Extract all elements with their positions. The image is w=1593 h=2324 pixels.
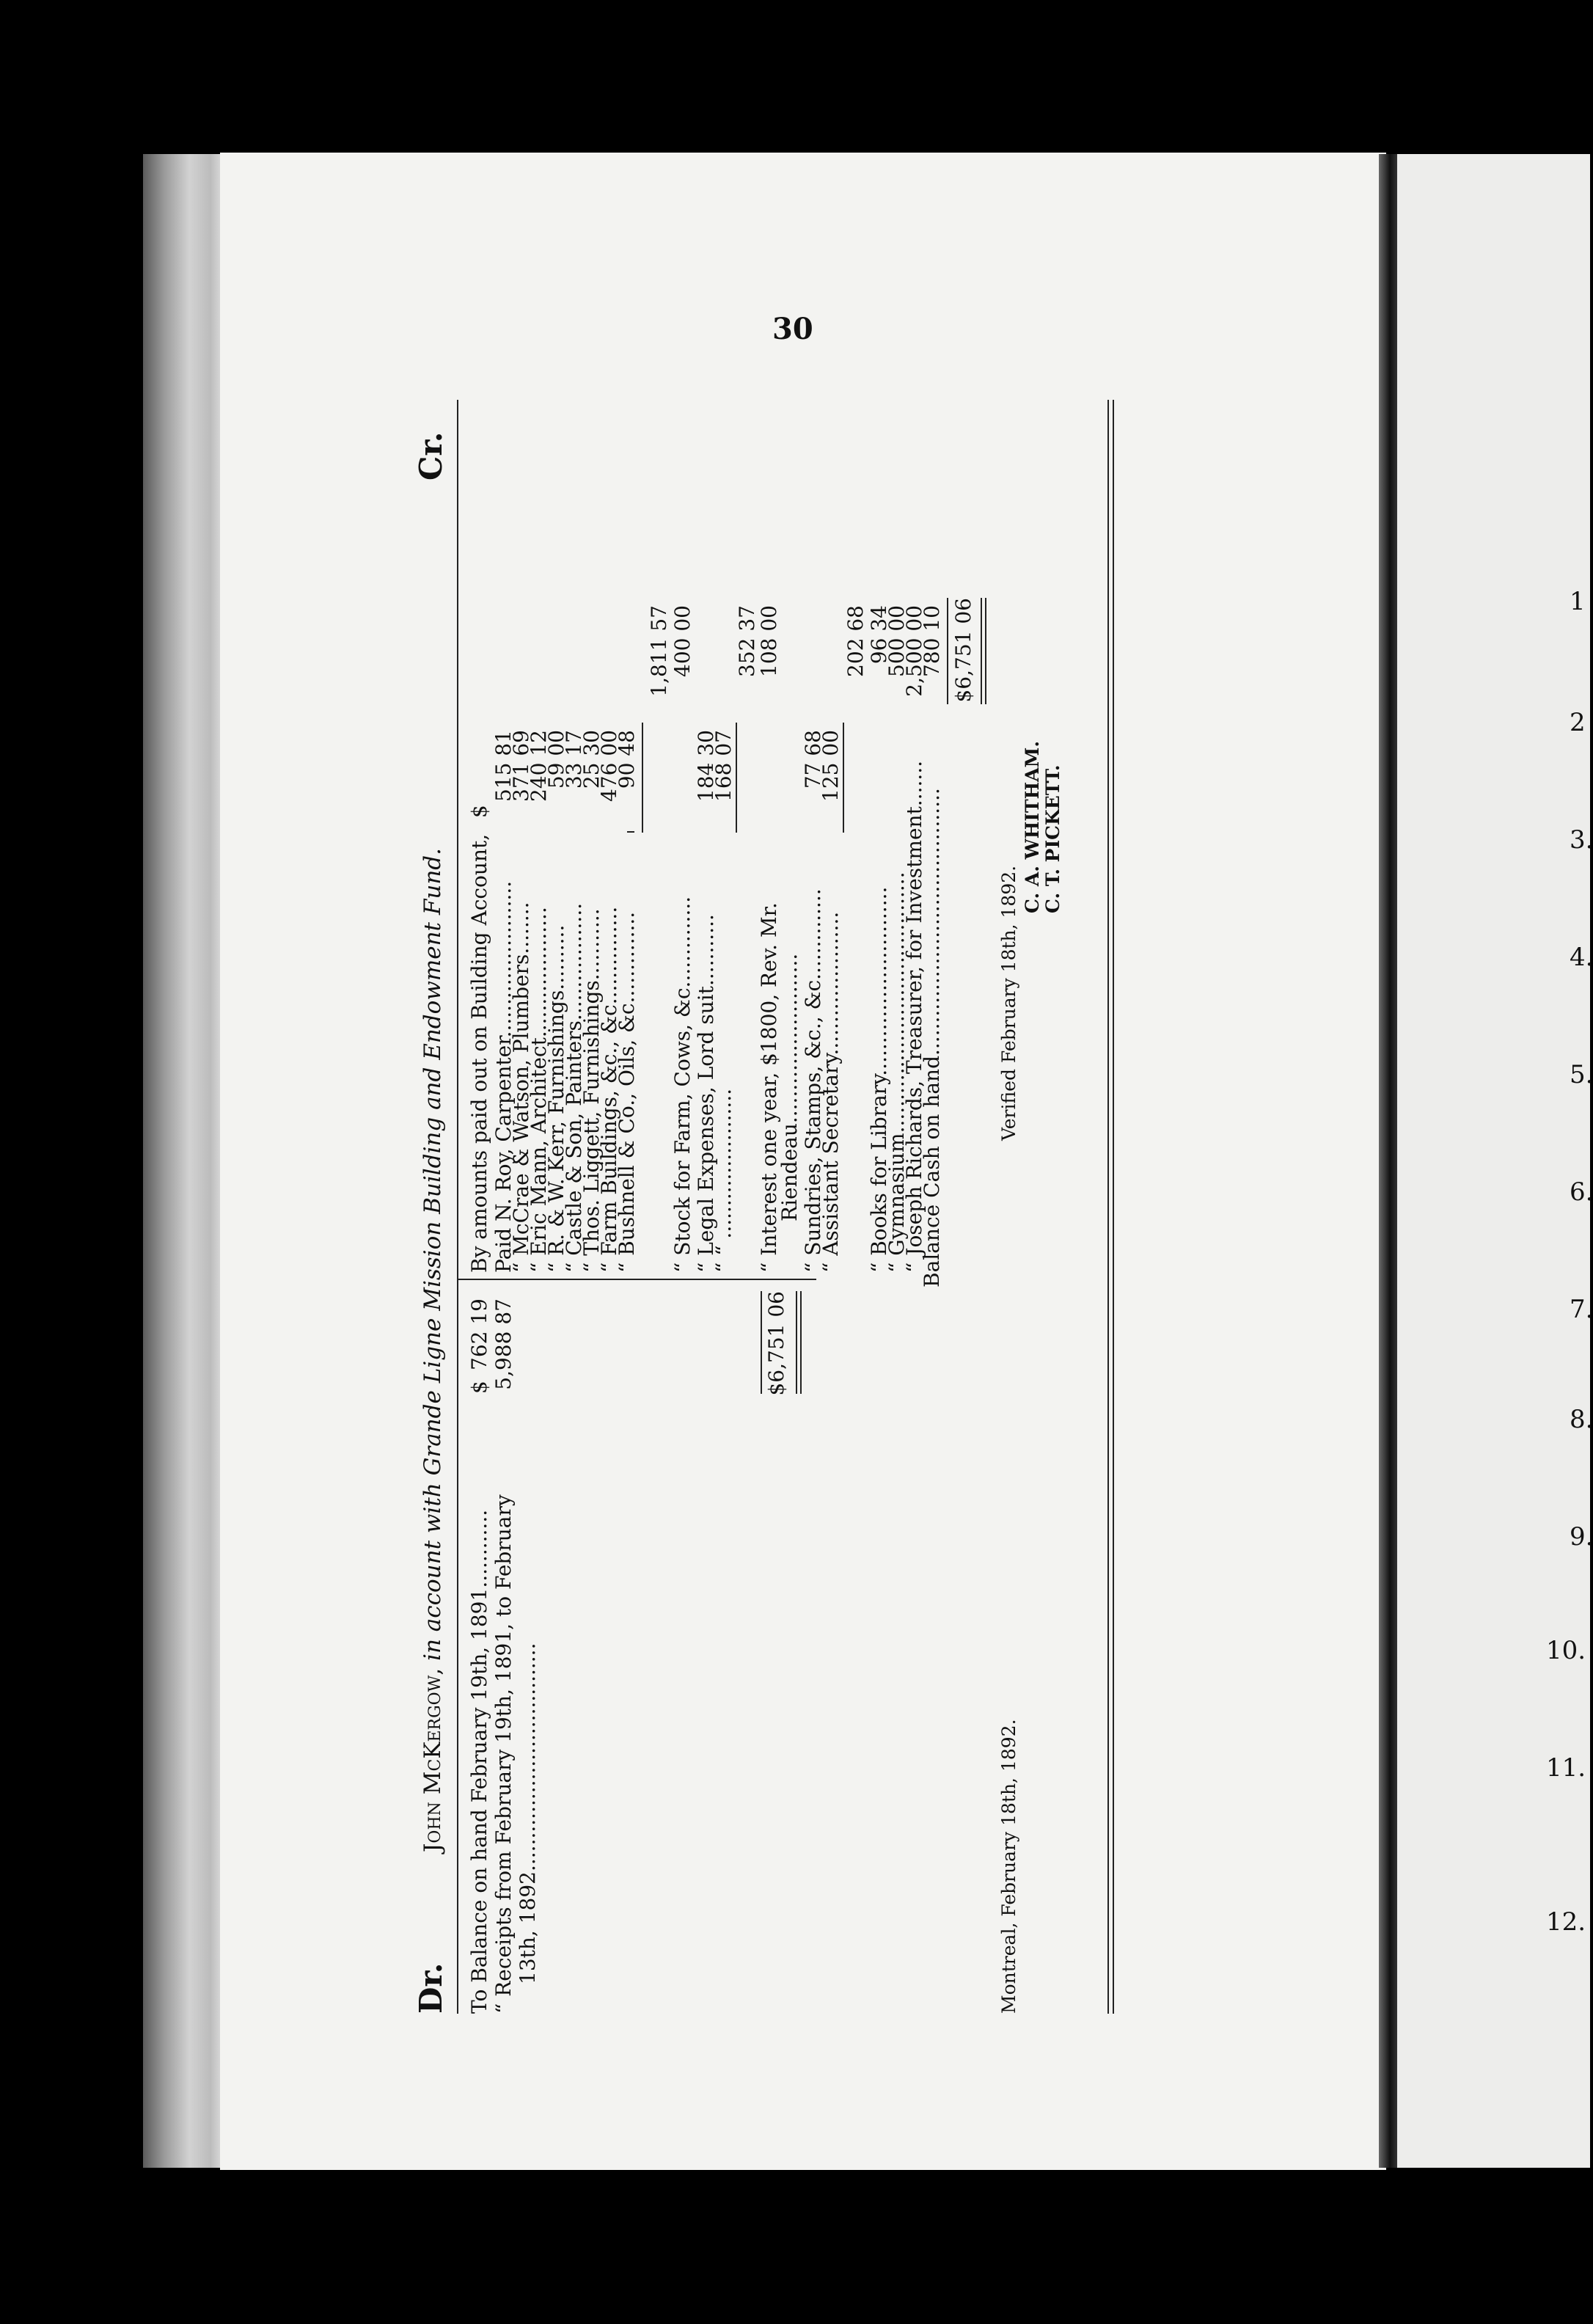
debit-double-rule-2 <box>800 1291 802 1394</box>
sundries-amount: 77 68 <box>801 730 825 789</box>
debit-double-rule-1 <box>796 1291 797 1394</box>
legal-total: 352 37 <box>735 605 759 677</box>
legal-amount-2: 168 07 <box>711 730 736 802</box>
account-holder-name: John McKergow, <box>420 1667 446 1852</box>
credit-row: “ Eric Mann, Architect.................... <box>527 907 551 1273</box>
debit-dollar-sign: $ <box>467 1381 491 1394</box>
facing-page-number: 7. <box>1570 1295 1593 1324</box>
balance-total: 780 10 <box>920 605 944 677</box>
credit-row: “ McCrae & Watson, Plumbers........ <box>509 902 533 1273</box>
credit-row: Paid N. Roy, Carpenter........................ <box>491 880 516 1273</box>
credit-row: “ Castle & Son, Painters.................. <box>562 902 586 1273</box>
auditor-signature-2: C. T. PICKETT. <box>1042 764 1063 913</box>
books-total: 96 34 <box>867 605 891 665</box>
cr-heading: Cr. <box>413 431 449 480</box>
credit-intro: By amounts paid out on Building Account, <box>467 833 491 1273</box>
facing-page-number: 12. <box>1546 1907 1586 1937</box>
debit-line-balance: To Balance on hand February 19th, 1891............ <box>467 1509 491 2014</box>
credit-row: “ Farm Buildings, &c., &c............... <box>597 906 621 1273</box>
auditor-signature-1: C. A. WHITHAM. <box>1022 740 1043 913</box>
facing-page-number: 5. <box>1570 1060 1593 1089</box>
richards-total: 2,500 00 <box>902 605 926 697</box>
credit-row-amount: 25 30 <box>579 730 604 789</box>
facing-page-number: 3. <box>1570 825 1593 855</box>
legal-subtotal-rule <box>736 723 737 833</box>
assistant-amount: 125 00 <box>819 730 843 802</box>
legal-line-1: “ Legal Expenses, Lord suit........... <box>694 914 718 1273</box>
account-title <box>422 848 444 1852</box>
ledger-account <box>407 400 1140 2014</box>
interest-line-2: Riendeau.......................... <box>777 953 802 1221</box>
credit-row-amount: 476 00 <box>597 730 621 802</box>
debit-line-receipts: “ Receipts from February 19th, 1891, to February <box>491 1494 516 2014</box>
credit-grand-total: $6,751 06 <box>951 598 975 703</box>
legal-amount-1: 184 30 <box>694 730 718 802</box>
gymnasium-line: “ Gymnasium........................................ <box>885 872 909 1273</box>
building-subtotal-rule <box>642 723 643 833</box>
facing-page-number: 8. <box>1570 1405 1593 1434</box>
dr-heading: Dr. <box>413 1962 449 2014</box>
legal-line-2: “ “ ....................... <box>711 1088 736 1273</box>
bottom-rule-1 <box>1107 400 1109 2014</box>
credit-row: “ Bushnell & Co., Oils, &c.............. <box>615 911 639 1273</box>
assistant-line: “ Assistant Secretary...................... <box>819 911 843 1273</box>
misc-total: 202 68 <box>843 605 868 677</box>
verified-date: Verified February 18th, 1892. <box>998 865 1019 1141</box>
balance-line: Balance Cash on hand......................................... <box>920 788 944 1287</box>
credit-row-amount: 59 00 <box>544 730 568 789</box>
interest-total: 108 00 <box>757 605 781 677</box>
credit-row: “ Thos. Liggett, Furnishings........... <box>579 908 604 1273</box>
account-description: in account with Grande Ligne Mission Building and Endowment Fund. <box>420 847 446 1661</box>
place-and-date: Montreal, February 18th, 1892. <box>998 1719 1019 2014</box>
facing-page-number: 9. <box>1570 1522 1593 1552</box>
interest-line-1: “ Interest one year, $1800, Rev. Mr. <box>757 902 781 1273</box>
bottom-rule-2 <box>1113 400 1114 2014</box>
facing-page-number: 2 <box>1570 708 1586 737</box>
stock-line: “ Stock for Farm, Cows, &c.............. <box>670 896 695 1273</box>
building-total: 1,811 57 <box>647 605 671 697</box>
page-number: 30 <box>772 312 813 346</box>
debit-amount-receipts: 5,988 87 <box>491 1298 516 1390</box>
sundries-line: “ Sundries, Stamps, &c., &c.............. <box>801 888 825 1273</box>
facing-page-number: 1 <box>1570 587 1586 616</box>
credit-double-rule-1 <box>981 598 982 704</box>
header-rule <box>457 400 458 2014</box>
credit-row-amount: 33 17 <box>562 730 586 789</box>
debit-total: $6,751 06 <box>764 1291 788 1396</box>
debit-amount-balance: 762 19 <box>467 1298 491 1370</box>
credit-total-rule <box>947 598 948 704</box>
facing-page <box>1397 154 1590 2168</box>
credit-row: “ R. & W. Kerr, Furnishings.......... <box>544 924 568 1273</box>
credit-double-rule-2 <box>985 598 986 704</box>
credit-row-amount: 515 81 <box>491 730 516 802</box>
richards-line: “ Joseph Richards, Treasurer, for Investment....... <box>902 760 926 1273</box>
facing-page-number: 6. <box>1570 1177 1593 1207</box>
facing-page-number: 10. <box>1546 1636 1586 1665</box>
debit-total-rule <box>761 1291 762 1394</box>
credit-row-amount: 240 12 <box>527 730 551 802</box>
facing-page-number: 4. <box>1570 943 1593 972</box>
debit-line-receipts-cont: 13th, 1892................................... <box>516 1642 540 1984</box>
subtotal-tick <box>627 831 634 833</box>
credit-row-amount: 90 48 <box>615 730 639 789</box>
facing-page-number: 11. <box>1546 1753 1586 1783</box>
books-line: “ Books for Library............................. <box>867 886 891 1273</box>
stock-total: 400 00 <box>670 605 695 677</box>
book-page-edges <box>143 154 227 2168</box>
misc-subtotal-rule <box>843 723 844 833</box>
credit-dollar-sign: $ <box>467 805 491 818</box>
gymnasium-total: 500 00 <box>885 605 909 677</box>
center-divider <box>457 1279 816 1280</box>
credit-row-amount: 371 69 <box>509 730 533 802</box>
